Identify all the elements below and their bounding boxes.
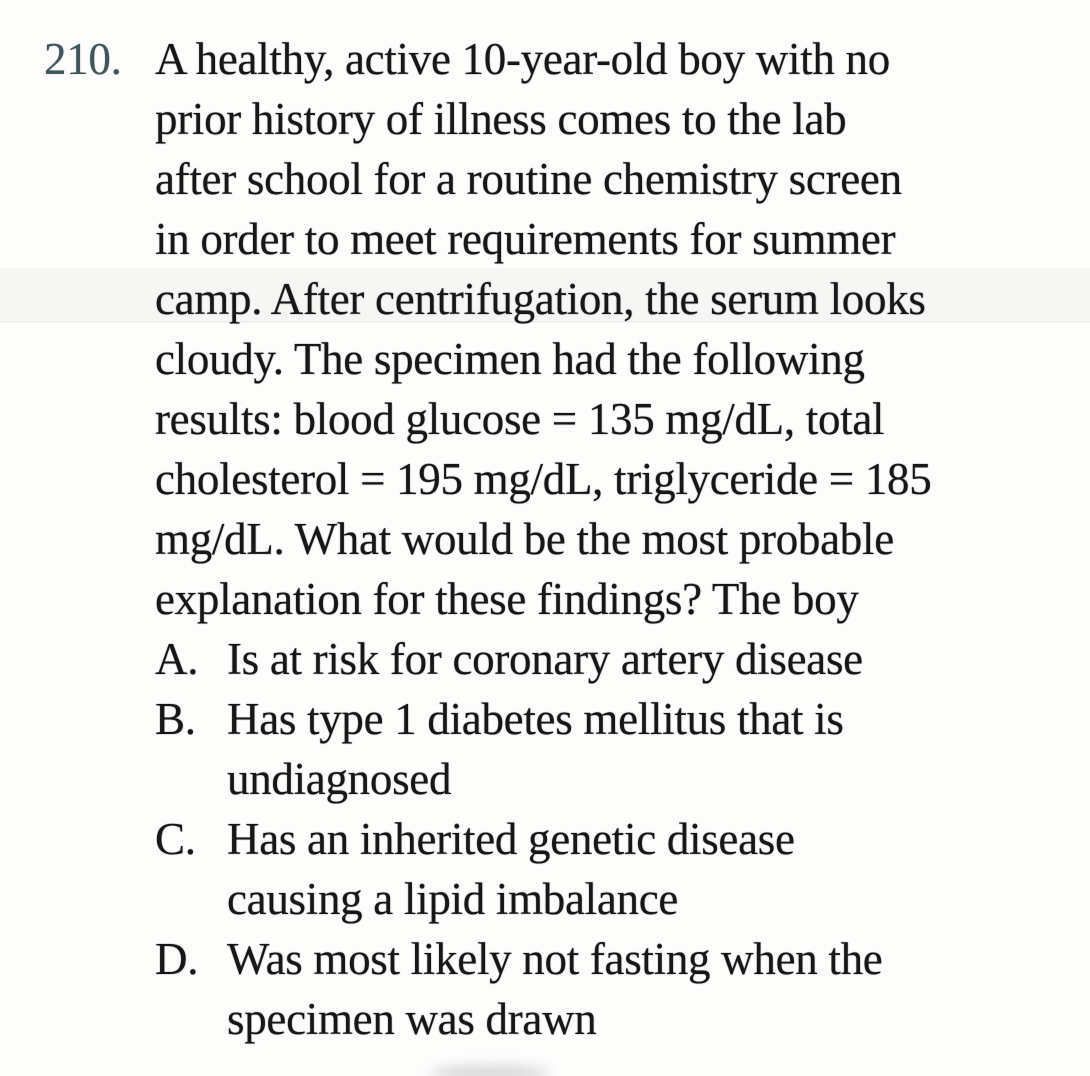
option-c-letter: C. <box>155 814 196 864</box>
option-d-text-line-2: specimen was drawn <box>227 994 597 1044</box>
question-line-7: results: blood glucose = 135 mg/dL, total <box>155 394 885 444</box>
question-number: 210. <box>44 34 122 84</box>
option-b-continuation <box>155 749 1075 809</box>
question-line-10: explanation for these findings? The boy <box>155 574 859 624</box>
option-b-letter: B. <box>155 694 196 744</box>
option-a-text: Is at risk for coronary artery disease <box>227 634 863 684</box>
option-c <box>155 809 1075 869</box>
option-a-letter: A. <box>155 634 199 684</box>
question-line-4: in order to meet requirements for summer <box>155 214 896 264</box>
question-line-3: after school for a routine chemistry screen <box>155 154 902 204</box>
option-c-letter-spacer <box>155 869 227 929</box>
option-b-text-line-2: undiagnosed <box>227 754 452 804</box>
option-d-letter-spacer <box>155 989 227 1049</box>
question-line-5: camp. After centrifugation, the serum looks <box>155 274 926 324</box>
question-line-2: prior history of illness comes to the lab <box>155 94 847 144</box>
option-b-text-line-1: Has type 1 diabetes mellitus that is <box>227 694 844 744</box>
option-d-letter: D. <box>155 934 199 984</box>
option-d-text-line-1: Was most likely not fasting when the <box>227 934 883 984</box>
scan-smudge <box>430 1066 550 1076</box>
option-c-text-line-1: Has an inherited genetic disease <box>227 814 795 864</box>
option-d <box>155 929 1075 989</box>
option-d-continuation <box>155 989 1075 1049</box>
option-c-continuation <box>155 869 1075 929</box>
option-b-letter-spacer <box>155 749 227 809</box>
question-line-9: mg/dL. What would be the most probable <box>155 514 894 564</box>
question-line-6: cloudy. The specimen had the following <box>155 334 865 384</box>
option-c-text-line-2: causing a lipid imbalance <box>227 874 679 924</box>
option-a <box>155 629 1075 689</box>
question-line-1: A healthy, active 10-year-old boy with no <box>155 34 890 84</box>
option-b <box>155 689 1075 749</box>
question-content <box>155 29 1075 1049</box>
question-line-8: cholesterol = 195 mg/dL, triglyceride = 185 <box>155 454 932 504</box>
